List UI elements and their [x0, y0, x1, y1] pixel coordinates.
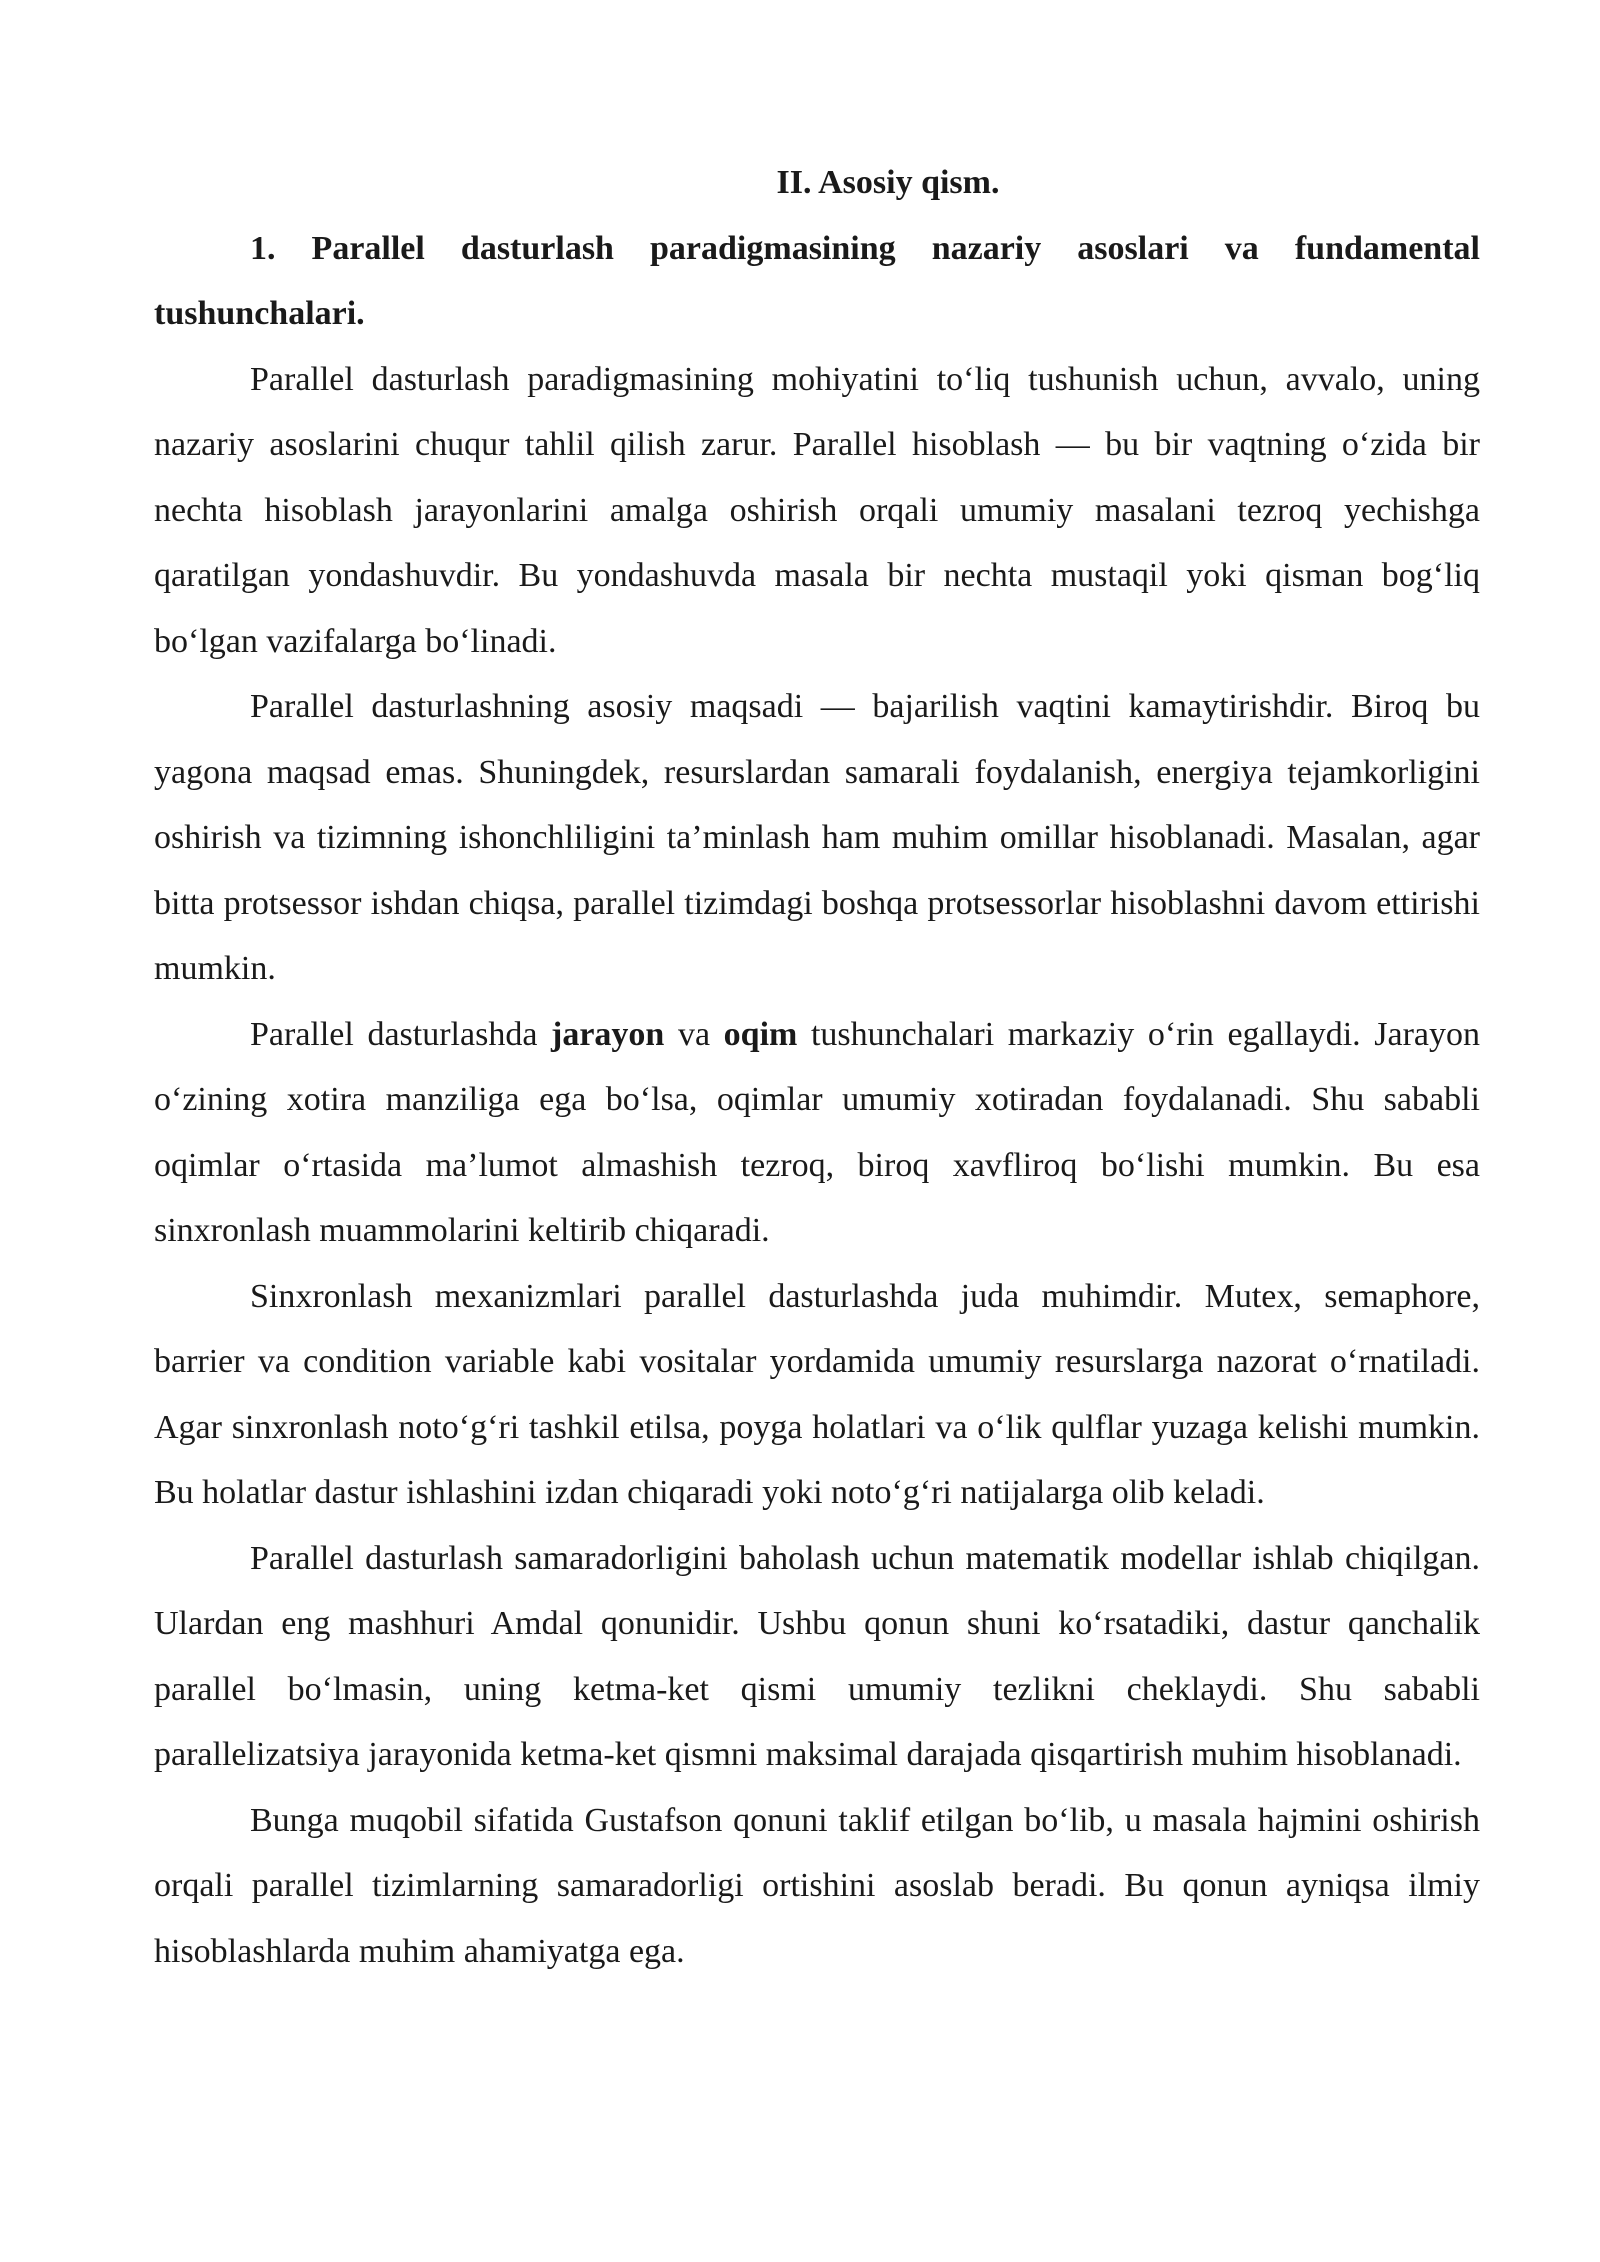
- term-thread: oqim: [723, 1015, 798, 1053]
- paragraph-text: Parallel dasturlashda: [250, 1015, 552, 1053]
- paragraph-text: va: [664, 1015, 724, 1053]
- document-page: [154, 150, 1480, 1984]
- paragraph-amdahl-law: Parallel dasturlash samaradorligini baholash uchun matematik modellar ishlab chiqilgan. Ulardan eng mashhuri Amdal qonunidir. Ushbu qonun shuni ko‘rsatadiki, dastur qanchalik parallel bo‘lmasin, uning ketma-ket qismi umumiy tezlikni cheklaydi. Shu sababli parallelizatsiya jarayonida ketma-ket qismni maksimal darajada qisqartirish muhim hisoblanadi.: [154, 1539, 1480, 1773]
- section-title: II. Asosiy qism.: [776, 164, 1000, 201]
- subsection-title: 1. Parallel dasturlash paradigmasining nazariy asoslari va fundamental tushunchalari.: [154, 229, 1480, 332]
- term-process: jarayon: [551, 1015, 665, 1053]
- paragraph-parallel-basics: Parallel dasturlash paradigmasining mohiyatini to‘liq tushunish uchun, avvalo, uning nazariy asoslarini chuqur tahlil qilish zarur. Parallel hisoblash — bu bir vaqtning o‘zida bir nechta hisoblash jarayonlarini amalga oshirish orqali umumiy masalani tezroq yechishga qaratilgan yondashuvdir. Bu yondashuvda masala bir nechta mustaqil yoki qisman bog‘liq bo‘lgan vazifalarga bo‘linadi.: [154, 360, 1480, 660]
- paragraph-gustafson-law: Bunga muqobil sifatida Gustafson qonuni taklif etilgan bo‘lib, u masala hajmini oshirish orqali parallel tizimlarning samaradorligi ortishini asoslab beradi. Bu qonun ayniqsa ilmiy hisoblashlarda muhim ahamiyatga ega.: [154, 1801, 1480, 1970]
- paragraph-main-goal: Parallel dasturlashning asosiy maqsadi — bajarilish vaqtini kamaytirishdir. Biroq bu yagona maqsad emas. Shuningdek, resurslardan samarali foydalanish, energiya tejamkorligini oshirish va tizimning ishonchliligini ta’minlash ham muhim omillar hisoblanadi. Masalan, agar bitta protsessor ishdan chiqsa, parallel tizimdagi boshqa protsessorlar hisoblashni davom ettirishi mumkin.: [154, 688, 1480, 987]
- paragraph-process-thread: [154, 1002, 1480, 1264]
- paragraph-synchronization: Sinxronlash mexanizmlari parallel dasturlashda juda muhimdir. Mutex, semaphore, barrier va condition variable kabi vositalar yordamida umumiy resurslarga nazorat o‘rnatiladi. Agar sinxronlash noto‘g‘ri tashkil etilsa, poyga holatlari va o‘lik qulflar yuzaga kelishi mumkin. Bu holatlar dastur ishlashini izdan chiqaradi yoki noto‘g‘ri natijalarga olib keladi.: [154, 1277, 1480, 1511]
- paragraph-text: tushunchalari markaziy o‘rin egallaydi. Jarayon o‘zining xotira manziliga ega bo‘lsa, oqimlar umumiy xotiradan foydalanadi. Shu sababli oqimlar o‘rtasida ma’lumot almashish tezroq, biroq xavfliroq bo‘lishi mumkin. Bu esa sinxronlash muammolarini keltirib chiqaradi.: [154, 1015, 1481, 1249]
